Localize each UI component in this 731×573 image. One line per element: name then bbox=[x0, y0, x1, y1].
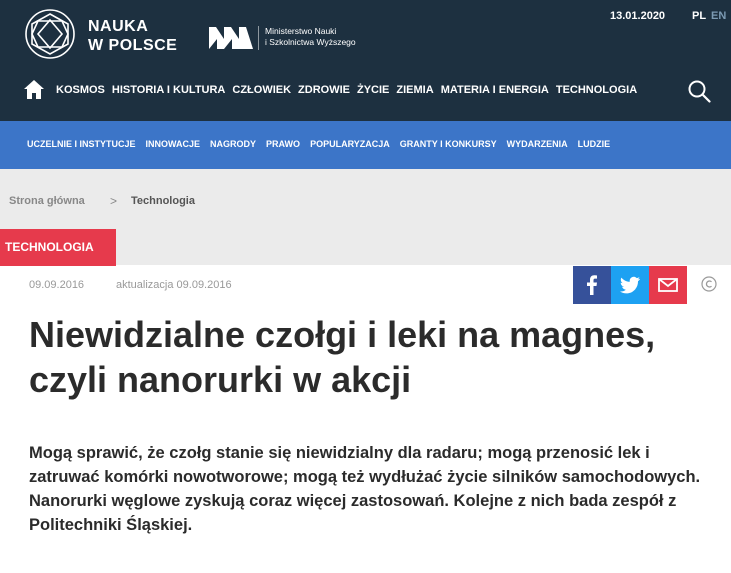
current-date: 13.01.2020 bbox=[610, 10, 666, 22]
ministry-divider bbox=[258, 26, 259, 50]
search-icon[interactable] bbox=[687, 79, 711, 103]
subnav-item-granty[interactable]: GRANTY I KONKURSY bbox=[399, 139, 497, 149]
subnav-item-innowacje[interactable]: INNOWACJE bbox=[145, 139, 201, 149]
nav-item-kosmos[interactable]: KOSMOS bbox=[56, 84, 105, 96]
article-date: 09.09.2016 bbox=[29, 279, 85, 291]
share-facebook-button[interactable] bbox=[573, 266, 611, 304]
subnav-item-popularyzacja[interactable]: POPULARYZACJA bbox=[310, 139, 390, 149]
nav-item-czlowiek[interactable]: CZŁOWIEK bbox=[232, 84, 292, 96]
nav-item-zdrowie[interactable]: ZDROWIE bbox=[298, 84, 350, 96]
site-logo-text[interactable] bbox=[88, 17, 177, 55]
subnav-item-nagrody[interactable]: NAGRODY bbox=[210, 139, 257, 149]
category-tag[interactable]: TECHNOLOGIA bbox=[0, 229, 116, 266]
nav-item-technologia[interactable]: TECHNOLOGIA bbox=[555, 84, 638, 96]
facebook-icon bbox=[582, 275, 602, 295]
article-updated: aktualizacja 09.09.2016 bbox=[116, 279, 232, 291]
logo-line2: W POLSCE bbox=[88, 37, 178, 54]
ministry-logo-icon[interactable] bbox=[209, 27, 253, 49]
subnav-item-uczelnie[interactable]: UCZELNIE I INSTYTUCJE bbox=[27, 139, 136, 149]
ministry-line2: i Szkolnictwa Wyższego bbox=[265, 37, 356, 47]
article-lead: Mogą sprawić, że czołg stanie się niewidzialny dla radaru; mogą przenosić lek i zatruwać komórki nowotworowe; mogą też wydłużać życie silników samochodowych. Nanorurki węglowe zyskują coraz więcej zastosowań. Kolejne z nich bada zespół z Politechniki Śląskiej. bbox=[29, 444, 701, 534]
ministry-line1: Ministerstwo Nauki bbox=[265, 26, 337, 36]
nav-item-zycie[interactable]: ŻYCIE bbox=[357, 84, 390, 96]
nav-item-ziemia[interactable]: ZIEMIA bbox=[396, 84, 434, 96]
site-header bbox=[0, 0, 731, 121]
breadcrumb bbox=[0, 169, 731, 233]
breadcrumb-separator: > bbox=[110, 194, 118, 208]
subnav-item-ludzie[interactable]: LUDZIE bbox=[577, 139, 611, 149]
copyright-icon[interactable] bbox=[701, 276, 717, 292]
share-email-button[interactable] bbox=[649, 266, 687, 304]
logo-icon[interactable] bbox=[24, 8, 76, 60]
share-twitter-button[interactable] bbox=[611, 266, 649, 304]
breadcrumb-current: Technologia bbox=[131, 195, 195, 207]
twitter-icon bbox=[620, 275, 640, 295]
article-title: Niewidzialne czołgi i leki na magnes, czyli nanorurki w akcji bbox=[29, 314, 656, 400]
nav-item-historia-i-kultura[interactable]: HISTORIA I KULTURA bbox=[111, 84, 226, 96]
logo-line1: NAUKA bbox=[88, 18, 149, 35]
breadcrumb-home-link[interactable]: Strona główna bbox=[9, 195, 85, 207]
subnav-item-prawo[interactable]: PRAWO bbox=[266, 139, 301, 149]
language-en-link[interactable]: EN bbox=[711, 10, 727, 22]
subnav-item-wydarzenia[interactable]: WYDARZENIA bbox=[506, 139, 568, 149]
main-navigation bbox=[56, 84, 637, 96]
home-icon[interactable] bbox=[24, 80, 44, 99]
language-pl-link[interactable]: PL bbox=[692, 10, 707, 22]
mail-icon bbox=[658, 275, 678, 295]
nav-item-materia-i-energia[interactable]: MATERIA I ENERGIA bbox=[440, 84, 549, 96]
sub-navigation bbox=[0, 121, 731, 169]
ministry-name[interactable] bbox=[265, 26, 356, 48]
